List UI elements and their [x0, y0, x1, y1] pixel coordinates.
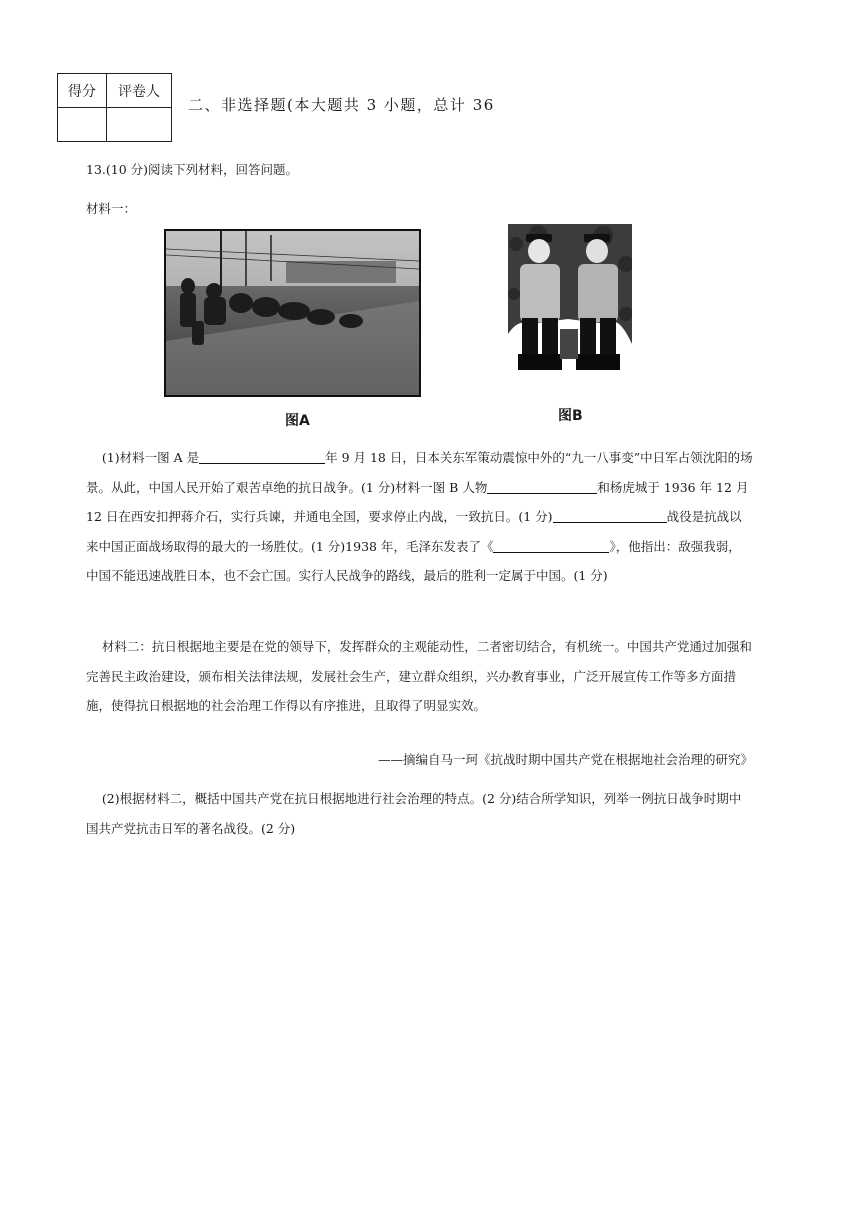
part1-text-b: 年 9 月 18 日，日本关东军策动震惊中外的“九一八事变”中日军占领沈阳的场景。从此，中国人民开始了艰苦卓绝的抗日战争。(1 分)材料一图 B 人物: [86, 450, 753, 495]
part1-text-d: 战役是抗战以来中国正面战场取得的最大的一场胜仗。(1 分)1938 年，毛泽东发表了《: [86, 509, 742, 554]
answer-blank-person[interactable]: [487, 478, 597, 494]
part1-text-e: 》，他指出：敌强我弱，中国不能迅速战胜日本，也不会亡国。实行人民战争的路线，最后的胜利一定属于中国。(1 分): [86, 538, 741, 583]
section-title: 二、非选择题(本大题共 3 小题，总计 36: [188, 96, 495, 114]
part1-text-c: 和杨虎城于 1936 年 12 月 12 日在西安扣押蒋介石，实行兵谏，并通电全国，要求停止内战，一致抗日。(1 分): [86, 479, 749, 524]
score-label: 得分: [58, 74, 107, 108]
caption-b: 图B: [558, 408, 583, 424]
part1-paragraph: [86, 443, 753, 591]
material-one-label: 材料一：: [86, 201, 137, 216]
answer-blank-year[interactable]: [199, 448, 325, 464]
grader-cell: [107, 108, 172, 142]
material-two-paragraph: [86, 632, 753, 721]
question-header: 13.(10 分)阅读下列材料，回答问题。: [86, 162, 299, 177]
answer-blank-battle[interactable]: [553, 507, 667, 523]
photo-a: [164, 229, 421, 397]
material-two-text: 材料二：抗日根据地主要是在党的领导下，发挥群众的主观能动性，二者密切结合，有机统一。中国共产党通过加强和完善民主政治建设，颁布相关法律法规，发展社会生产，建立群众组织，兴办教育事业，广泛开展宣传工作等多方面措施，使得抗日根据地的社会治理工作得以有序推进，且取得了明显实效。: [86, 639, 752, 713]
photo-a-image: [166, 231, 419, 395]
photo-b: [508, 224, 632, 387]
part2-text: (2)根据材料二，概括中国共产党在抗日根据地进行社会治理的特点。(2 分)结合所学知识，列举一例抗日战争时期中国共产党抗击日军的著名战役。(2 分): [86, 791, 742, 836]
part2-paragraph: [86, 784, 753, 843]
answer-blank-work[interactable]: [493, 537, 609, 553]
score-box: [57, 73, 172, 142]
photo-b-image: [508, 224, 632, 387]
caption-a: 图A: [285, 413, 310, 429]
grader-label: 评卷人: [107, 74, 172, 108]
material-two-source: ——摘编自马一珂《抗战时期中国共产党在根据地社会治理的研究》: [377, 752, 753, 767]
score-cell: [58, 108, 107, 142]
part1-text-a: (1)材料一图 A 是: [101, 450, 200, 465]
